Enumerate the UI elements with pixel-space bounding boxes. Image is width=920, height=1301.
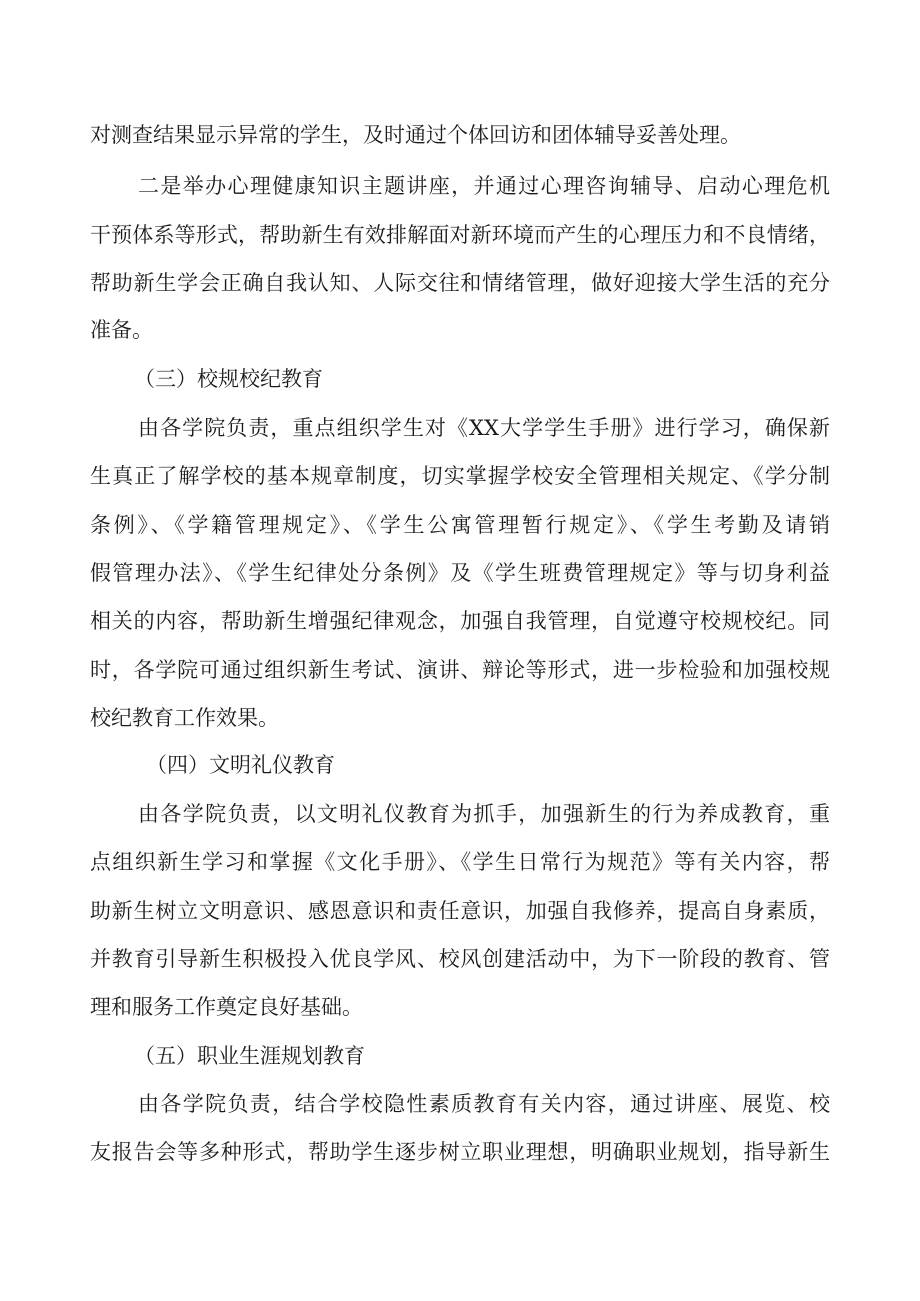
- text-line: 准备。: [90, 318, 153, 342]
- text-line: 由各学院负责，重点组织学生对《XX大学学生手册》进行学习，确保新: [138, 416, 830, 440]
- text-line: 点组织新生学习和掌握《文化手册》、《学生日常行为规范》等有关内容，帮: [90, 850, 830, 874]
- text-line: 帮助新生学会正确自我认知、人际交往和情绪管理，做好迎接大学生活的充分: [90, 271, 830, 295]
- text-line: 假管理办法》、《学生纪律处分条例》及《学生班费管理规定》等与切身利益: [90, 561, 830, 585]
- text-line: 理和服务工作奠定良好基础。: [90, 995, 363, 1019]
- text-line: 条例》、《学籍管理规定》、《学生公寓管理暂行规定》、《学生考勤及请销: [90, 513, 830, 537]
- text-line: 友报告会等多种形式，帮助学生逐步树立职业理想，明确职业规划，指导新生: [90, 1140, 830, 1164]
- text-line: 干预体系等形式，帮助新生有效排解面对新环境而产生的心理压力和不良情绪，: [90, 223, 830, 247]
- section-heading: （五）职业生涯规划教育: [134, 1044, 365, 1068]
- text-line: 校纪教育工作效果。: [90, 706, 279, 730]
- text-line: 生真正了解学校的基本规章制度，切实掌握学校安全管理相关规定、《学分制: [90, 464, 830, 488]
- section-heading: （三）校规校纪教育: [134, 367, 323, 391]
- text-line: 由各学院负责，结合学校隐性素质教育有关内容，通过讲座、展览、校: [138, 1092, 830, 1116]
- section-heading: （四）文明礼仪教育: [146, 753, 335, 777]
- text-line: 对测查结果显示异常的学生，及时通过个体回访和团体辅导妥善处理。: [90, 123, 741, 147]
- text-line: 并教育引导新生积极投入优良学风、校风创建活动中，为下一阶段的教育、管: [90, 947, 830, 971]
- text-line: 由各学院负责，以文明礼仪教育为抓手，加强新生的行为养成教育，重: [138, 802, 830, 826]
- text-line: 助新生树立文明意识、感恩意识和责任意识，加强自我修养，提高自身素质，: [90, 899, 830, 923]
- text-line: 二是举办心理健康知识主题讲座，并通过心理咨询辅导、启动心理危机: [138, 174, 830, 198]
- text-line: 相关的内容，帮助新生增强纪律观念，加强自我管理，自觉遵守校规校纪。同: [90, 609, 830, 633]
- text-line: 时，各学院可通过组织新生考试、演讲、辩论等形式，进一步检验和加强校规: [90, 658, 830, 682]
